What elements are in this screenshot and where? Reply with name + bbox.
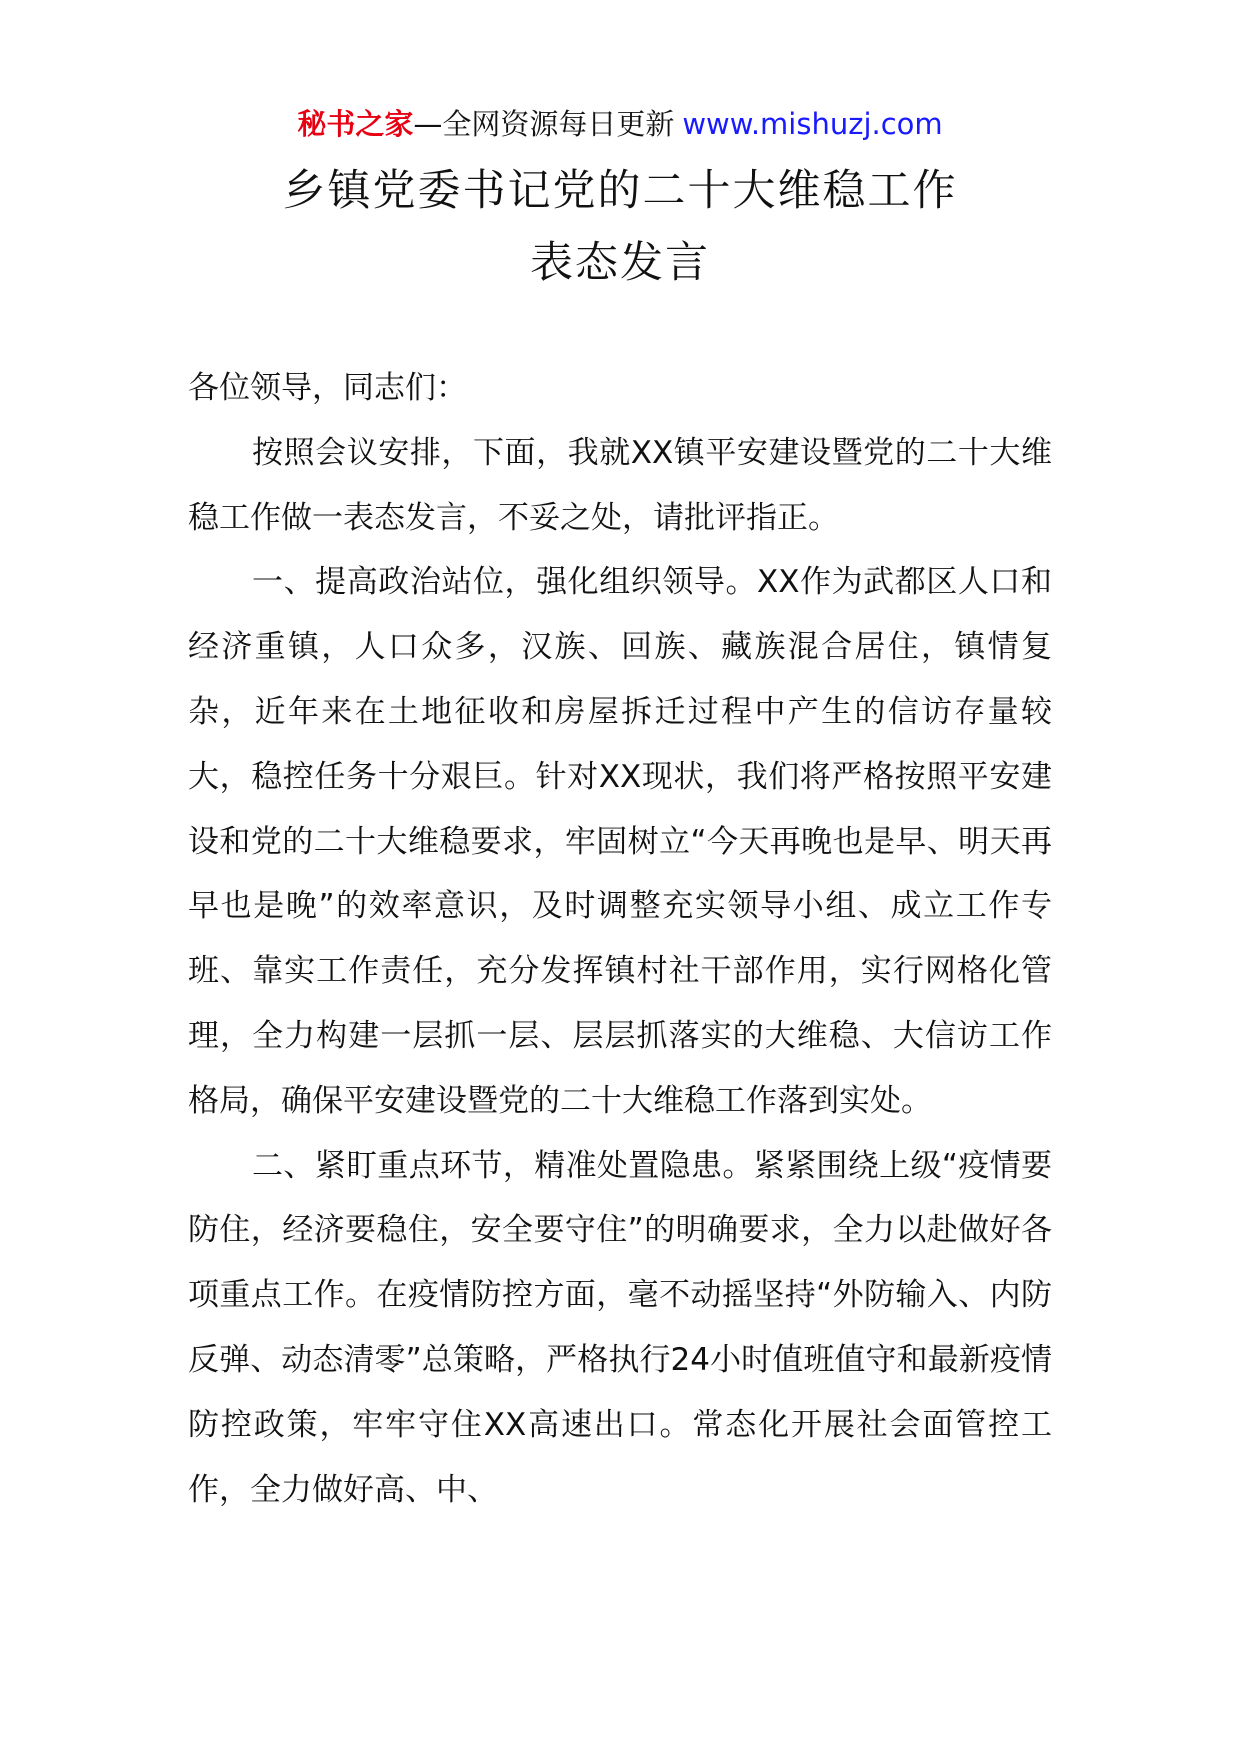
paragraph-section-1: 一、提高政治站位，强化组织领导。XX作为武都区人口和经济重镇，人口众多，汉族、回族、藏族混合居住，镇情复杂，近年来在土地征收和房屋拆迁过程中产生的信访存量较大，稳控任务十分艰巨。针对XX现状，我们将严格按照平安建设和党的二十大维稳要求，牢固树立“今天再晚也是早、明天再早也是晚”的效率意识，及时调整充实领导小组、成立工作专班、靠实工作责任，充分发挥镇村社干部作用，实行网格化管理，全力构建一层抓一层、层层抓落实的大维稳、大信访工作格局，确保平安建设暨党的二十大维稳工作落到实处。 <box>188 564 1052 1119</box>
document-body <box>188 356 1052 1522</box>
paragraph-section-2: 二、紧盯重点环节，精准处置隐患。紧紧围绕上级“疫情要防住，经济要稳住，安全要守住”的明确要求，全力以赴做好各项重点工作。在疫情防控方面，毫不动摇坚持“外防输入、内防反弹、动态清零”总策略，严格执行24小时值班值守和最新疫情防控政策，牢牢守住XX高速出口。常态化开展社会面管控工作，全力做好高、中、 <box>188 1147 1052 1508</box>
document-title-line-1: 乡镇党委书记党的二十大维稳工作 <box>282 166 958 216</box>
salutation: 各位领导，同志们： <box>188 370 467 406</box>
document-title-line-2: 表态发言 <box>530 238 710 288</box>
paragraph-intro: 按照会议安排，下面，我就XX镇平安建设暨党的二十大维稳工作做一表态发言，不妥之处，请批评指正。 <box>188 434 1052 536</box>
header-tagline: —全网资源每日更新 <box>413 107 675 141</box>
site-url-link[interactable]: www.mishuzj.com <box>682 107 943 141</box>
brand-name: 秘书之家 <box>297 107 414 141</box>
site-header <box>0 104 1240 144</box>
